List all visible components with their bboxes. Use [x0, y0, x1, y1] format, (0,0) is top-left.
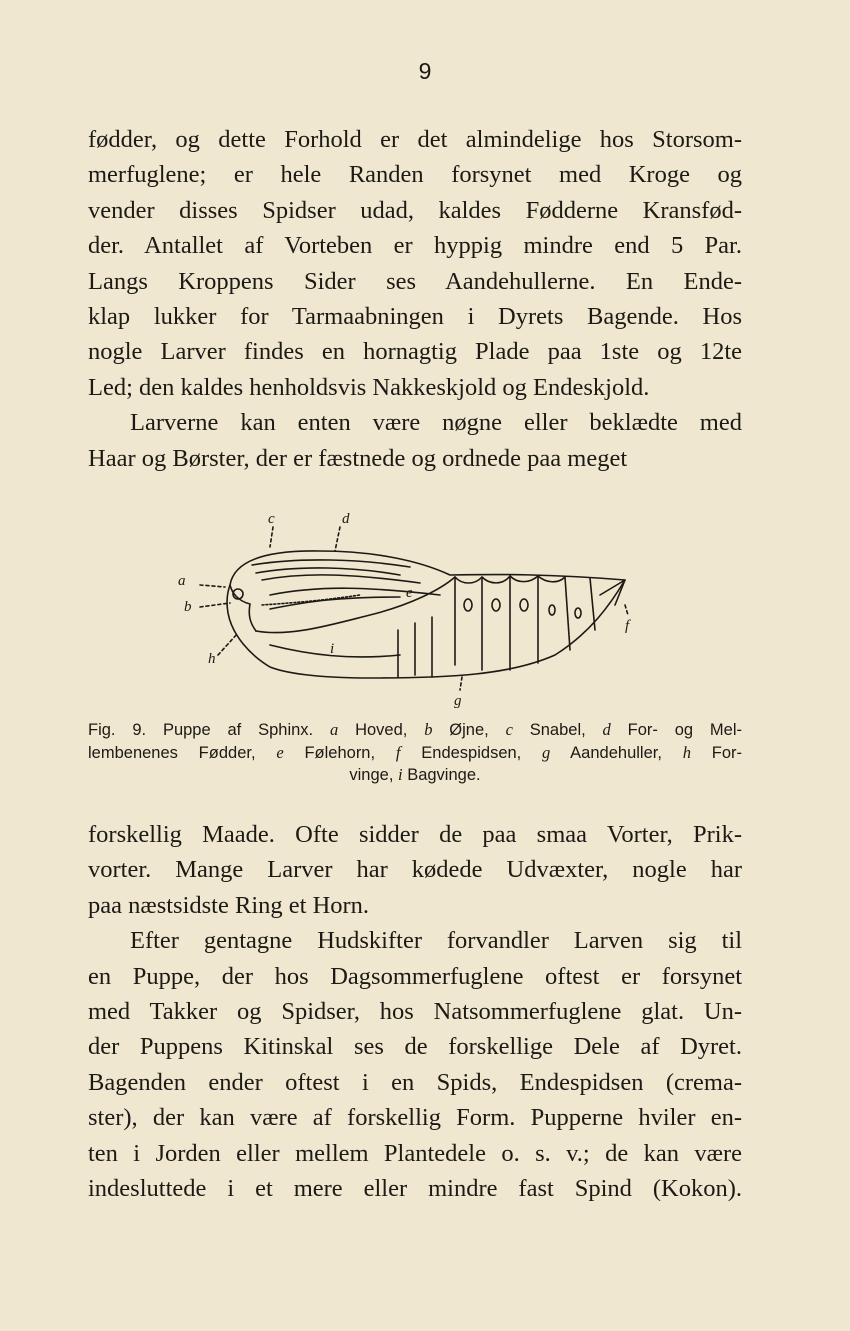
figure-label-e: e	[406, 585, 413, 601]
caption-text: For-	[690, 743, 743, 762]
text-line: der Puppens Kitinskal ses de forskellige Dele af Dyret.	[88, 1033, 742, 1061]
text-line: en Puppe, der hos Dagsommerfuglene oftest er forsynet	[88, 962, 742, 990]
spiracle	[464, 599, 472, 611]
figure-label-b: b	[184, 599, 192, 615]
cremaster	[600, 580, 625, 605]
caption-text: For- og Mel-	[610, 721, 742, 739]
caption-key: h	[682, 742, 691, 762]
figure-label-h: h	[208, 651, 216, 667]
caption-text: Aandehuller,	[550, 743, 683, 762]
text-line: der. Antallet af Vorteben er hyppig mindre end 5 Par.	[88, 232, 742, 260]
figure-label-a: a	[178, 573, 186, 589]
text-line: indesluttede i et mere eller mindre fast Spind (Kokon).	[88, 1175, 742, 1203]
caption-text: Bagvinge.	[402, 766, 481, 784]
caption-key: f	[395, 742, 401, 762]
caption-text: Endespidsen,	[400, 743, 543, 762]
figure-label-d: d	[342, 511, 350, 527]
text-line: Haar og Børster, der er fæstnede og ordnede paa meget	[88, 444, 628, 472]
page-number: 9	[418, 58, 432, 84]
caption-text: lembenenes Fødder,	[88, 743, 277, 762]
caption-line	[88, 719, 742, 742]
text-line: Larverne kan enten være nøgne eller beklædte med	[130, 409, 742, 437]
caption-text: Øjne,	[432, 721, 506, 739]
pupa-body-outline	[227, 551, 625, 678]
text-line: forskellig Maade. Ofte sidder de paa smaa Vorter, Prik-	[88, 821, 742, 848]
figure-label-c: c	[268, 511, 275, 527]
leg-streaks	[262, 595, 360, 605]
pupa-illustration	[170, 505, 650, 717]
caption-key: g	[542, 742, 551, 762]
text-block-top	[88, 122, 742, 476]
caption-key: d	[602, 720, 611, 739]
caption-text: vinge,	[349, 766, 399, 784]
caption-text: Snabel,	[512, 721, 603, 739]
caption-key: e	[276, 742, 284, 762]
figure-label-i: i	[330, 641, 335, 657]
text-line: med Takker og Spidser, hos Natsommerfuglene glat. Un-	[88, 998, 742, 1026]
text-line: nogle Larver findes en hornagtig Plade paa 1ste og 12te	[88, 338, 742, 366]
spiracle	[549, 605, 555, 615]
caption-line	[88, 764, 742, 787]
caption-text: Følehorn,	[283, 743, 396, 762]
text-line: vender disses Spidser udad, kaldes Fødderne Kransfød-	[88, 196, 742, 224]
figure-caption	[88, 719, 742, 787]
text-line: vorter. Mange Larver har kødede Udvæxter, nogle har	[88, 856, 742, 884]
text-line: Langs Kroppens Sider ses Aandehullerne. En Ende-	[88, 267, 742, 295]
caption-line	[88, 742, 742, 765]
forewing-edge	[256, 577, 455, 633]
text-line: ten i Jorden eller mellem Plantedele o. s. v.; de kan være	[88, 1139, 742, 1167]
caption-key: c	[505, 720, 513, 739]
figure-label-f: f	[625, 618, 630, 634]
text-line: Led; den kaldes henholdsvis Nakkeskjold og Endeskjold.	[88, 373, 650, 401]
caption-text: Fig. 9. Puppe af Sphinx.	[88, 721, 314, 739]
text-line: ster), der kan være af forskellig Form. Pupperne hviler en-	[88, 1104, 742, 1132]
text-line: klap lukker for Tarmaabningen i Dyrets Bagende. Hos	[88, 303, 742, 331]
caption-key: b	[424, 720, 433, 739]
caption-text: Hoved,	[338, 721, 425, 739]
text-line: Efter gentagne Hudskifter forvandler Larven sig til	[130, 927, 742, 955]
spiracle	[492, 599, 500, 611]
figure-label-g: g	[454, 693, 462, 709]
text-line: Bagenden ender oftest i en Spids, Endespidsen (crema-	[88, 1068, 742, 1096]
text-line: paa næstsidste Ring et Horn.	[88, 891, 370, 919]
caption-key: a	[329, 720, 339, 739]
text-line: fødder, og dette Forhold er det almindelige hos Storsom-	[88, 126, 742, 153]
caption-key: i	[398, 765, 403, 784]
text-block-bottom	[88, 817, 742, 1206]
spiracle	[575, 608, 581, 618]
spiracle	[520, 599, 528, 611]
text-line: merfuglene; er hele Randen forsynet med Kroge og	[88, 161, 742, 189]
